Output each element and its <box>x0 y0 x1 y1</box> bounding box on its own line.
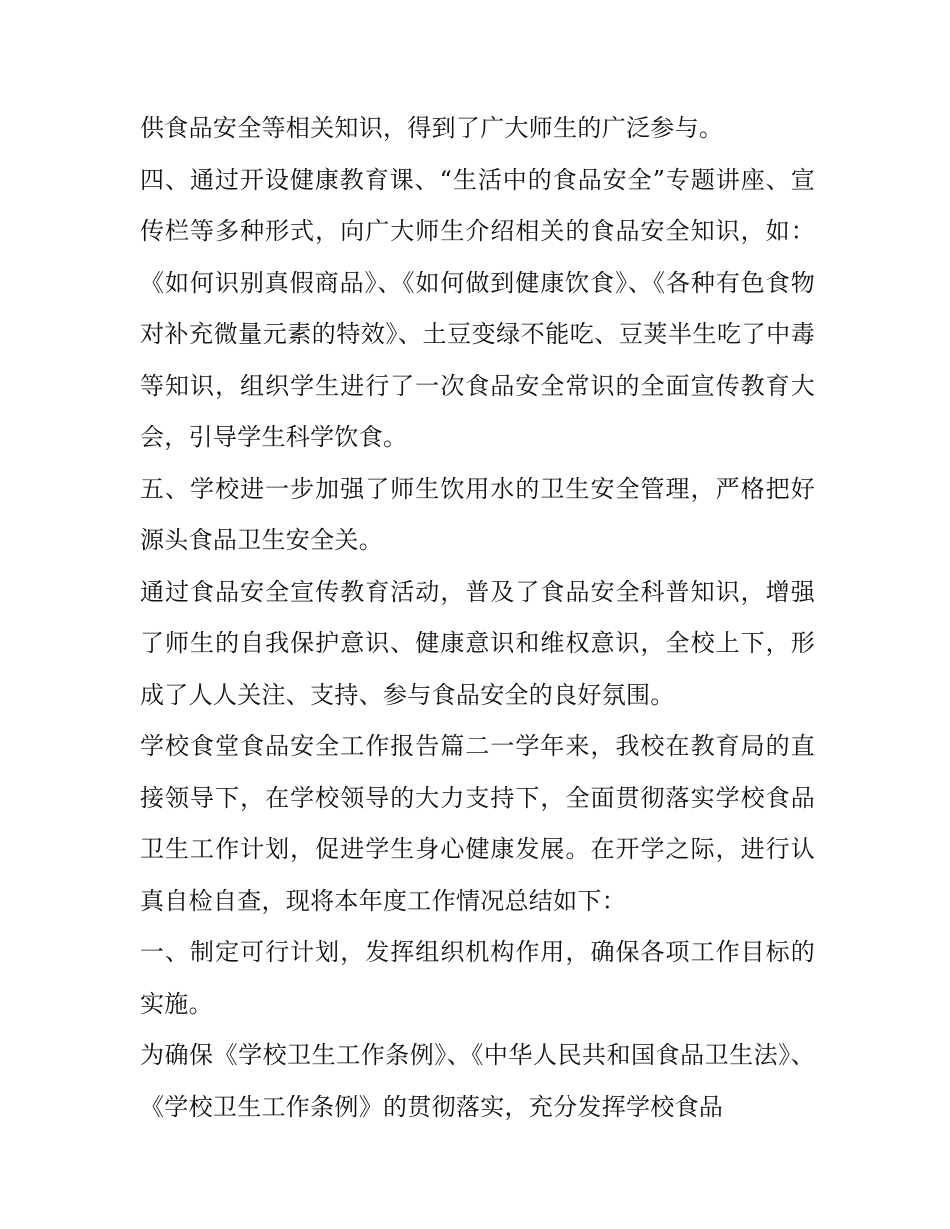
paragraph-regulations: 为确保《学校卫生工作条例》、《中华人民共和国食品卫生法》、《学校卫生工作条例》的贯彻落实，充分发挥学校食品 <box>140 1041 815 1121</box>
paragraph-continuation: 供食品安全等相关知识，得到了广大师生的广泛参与。 <box>140 114 724 142</box>
paragraph-item-one: 一、制定可行计划，发挥组织机构作用，确保各项工作目标的实施。 <box>140 938 815 1018</box>
paragraph-item-five: 五、学校进一步加强了师生饮用水的卫生安全管理，严格把好源头食品卫生安全关。 <box>140 474 815 554</box>
paragraph-report-intro: 学校食堂食品安全工作报告篇二一学年来，我校在教育局的直接领导下，在学校领导的大力支持下，全面贯彻落实学校食品卫生工作计划，促进学生身心健康发展。在开学之际，进行认真自检自查，现将本年度工作情况总结如下： <box>140 732 815 915</box>
document-body <box>140 103 815 1133</box>
paragraph-summary: 通过食品安全宣传教育活动，普及了食品安全科普知识，增强了师生的自我保护意识、健康意识和维权意识，全校上下，形成了人人关注、支持、参与食品安全的良好氛围。 <box>140 577 815 709</box>
paragraph-item-four: 四、通过开设健康教育课、“生活中的食品安全”专题讲座、宣传栏等多种形式，向广大师生介绍相关的食品安全知识，如：《如何识别真假商品》、《如何做到健康饮食》、《各种有色食物对补充微量元素的特效》、土豆变绿不能吃、豆荚半生吃了中毒等知识，组织学生进行了一次食品安全常识的全面宣传教育大会，引导学生科学饮食。 <box>140 165 815 451</box>
